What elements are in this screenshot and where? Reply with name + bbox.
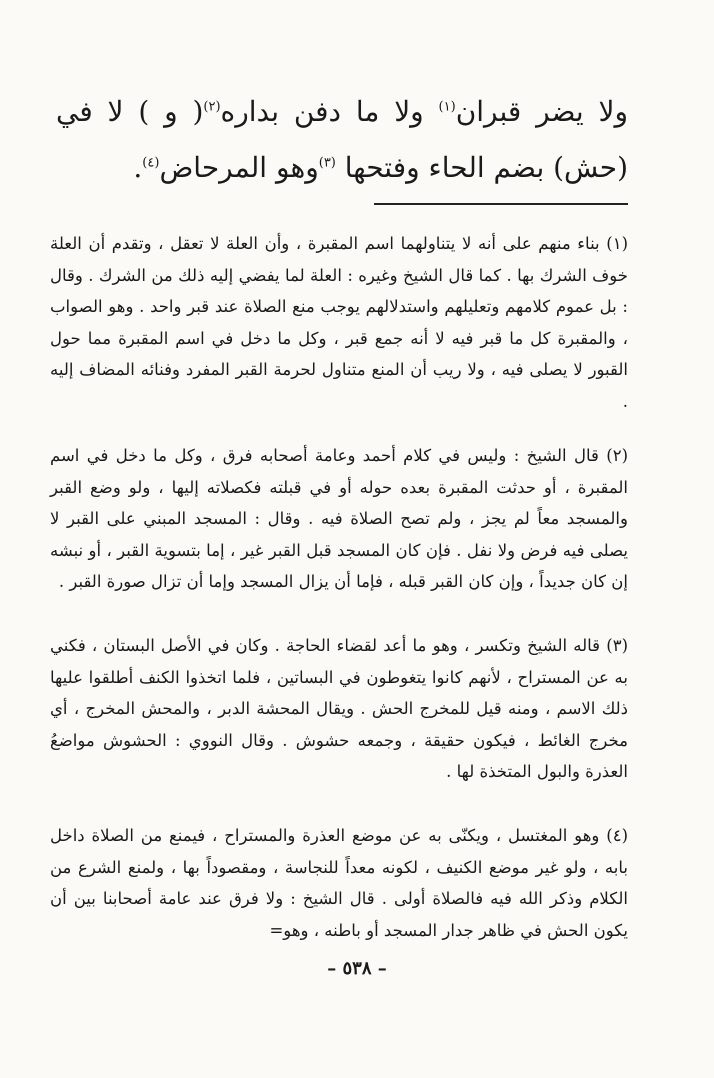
- main-text-part4: وهو المرحاض: [159, 151, 319, 184]
- footnote-2: [50, 440, 628, 612]
- footnote-4: [50, 820, 628, 946]
- main-text-part5: .: [133, 151, 143, 184]
- footnote-ref-3: (٣): [318, 155, 336, 171]
- footnote-2-text: قال الشيخ : وليس في كلام أحمد وعامة أصحابه فرق ، وكل ما دخل في اسم المقبرة ، أو حدثت المقبرة بعده حوله أو في قبلته فكصلاته إليها ، ولو وضع القبر والمسجد معاً لم يجز ، ولم تصح الصلاة فيه . وقال : المسجد المبني على القبر لا يصلى فيه فرض ولا نفل . فإن كان المسجد قبل القبر غير ، إما بتسوية القبر ، أو نبشه إن كان جديداً ، وإن كان القبر قبله ، فإما أن يزال المسجد وإما أن تزال صورة القبر .: [50, 446, 628, 591]
- page-number: – ٥٣٨ –: [327, 958, 387, 979]
- main-text-part2: ولا ما دفن بداره: [220, 95, 439, 128]
- footnote-4-text: وهو المغتسل ، ويكنّى به عن موضع العذرة والمستراح ، فيمنع من الصلاة داخل بابه ، ولو غير موضع الكنيف ، لكونه معداً للنجاسة ، ومقصوداً بها ، ولمنع الشرع من الكلام وذكر الله فيه فالصلاة أولى . قال الشيخ : ولا فرق عند عامة أصحابنا بين أن يكون الحش في ظاهر جدار المسجد أو باطنه ، وهو=: [50, 826, 628, 940]
- footnote-2-number: (٢): [606, 446, 628, 465]
- footnote-1-number: (١): [606, 234, 628, 253]
- footnote-divider: [374, 203, 628, 205]
- footnote-3-number: (٣): [606, 636, 628, 655]
- footnote-ref-2: (٢): [203, 99, 221, 115]
- main-text-part3: ( و ) لا في (حش) بضم الحاء وفتحها: [56, 95, 628, 184]
- footnote-4-number: (٤): [606, 826, 629, 845]
- footnote-1-text: بناء منهم على أنه لا يتناولهما اسم المقبرة ، وأن العلة لا تعقل ، وتقدم أن العلة خوف الشرك بها . كما قال الشيخ وغيره : العلة لما يفضي إليه ذلك من الشرك . وقال : بل عموم كلامهم وتعليلهم واستدلالهم يوجب منع الصلاة عند قبر واحد . وهو الصواب ، والمقبرة كل ما قبر فيه لا أنه جمع قبر ، وكل ما دخل في اسم المقبرة مما حول القبور لا يصلى فيه ، ولا ريب أن المنع متناول لحرمة القبر المفرد وفنائه المضاف إليه .: [50, 234, 628, 411]
- footnote-3-text: قاله الشيخ وتكسر ، وهو ما أعد لقضاء الحاجة . وكان في الأصل البستان ، فكني به عن المستراح ، لأنهم كانوا يتغوطون في البساتين ، فلما اتخذوا الكنف أطلقوا عليها ذلك الاسم ، ومنه قيل للمخرج الحش . ويقال المحشة الدبر ، والمحش المخرج ، أي مخرج الغائط ، فيكون حقيقة ، وجمعه حشوش . وقال النووي : الحشوش مواضعُ العذرة والبول المتخذة لها .: [50, 636, 628, 781]
- footnote-ref-1: (١): [438, 99, 456, 115]
- footnotes: [50, 228, 628, 946]
- main-text-part1: ولا يضر قبران: [455, 95, 628, 128]
- footnote-3: [50, 630, 628, 802]
- footnote-1: [50, 228, 628, 424]
- footnote-ref-4: (٤): [142, 155, 160, 171]
- main-text: [56, 84, 628, 196]
